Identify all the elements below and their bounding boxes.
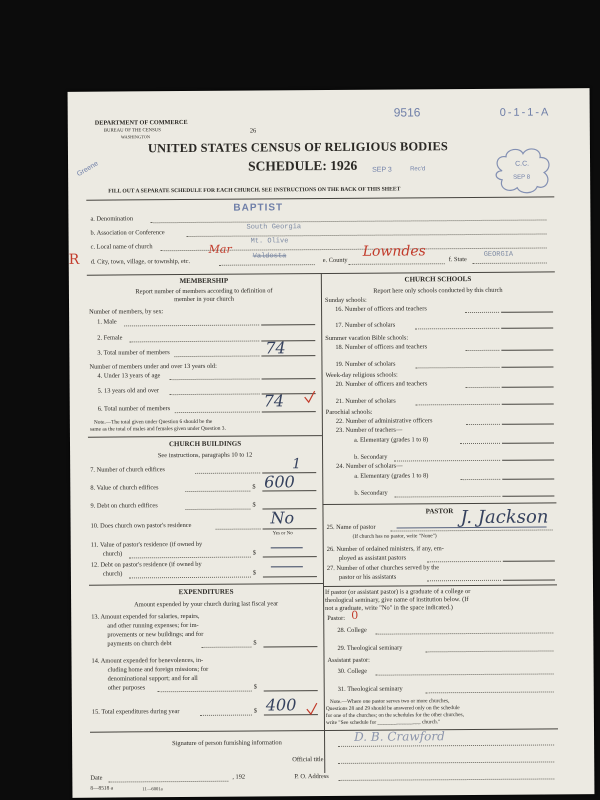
pastor-note-2: Questions 28 and 29 should be answered only on the schedule: [325, 705, 460, 713]
expenditures-rule: [89, 583, 323, 586]
check-mark-icon: [306, 702, 318, 716]
print-code: 11—6001a: [142, 786, 163, 792]
grad-note-1: If pastor (or assistant pastor) is a graduate of a college or: [325, 588, 471, 597]
q26-label-2: ployed as assistant pastors: [338, 554, 407, 562]
membership-note-1: Note.—The total given under Question 6 should be the: [93, 418, 213, 426]
grad-rule: [323, 584, 557, 587]
q10-label: 10. Does church own pastor's residence: [90, 521, 192, 530]
denomination-line: [150, 219, 546, 223]
county-value: Lowndes: [362, 243, 426, 260]
q21-dots: [416, 404, 500, 406]
official-title-line: [338, 761, 554, 764]
q8-dots: [185, 491, 250, 492]
q24a-dots: [460, 479, 500, 480]
dept-label: DEPARTMENT OF COMMERCE: [94, 118, 188, 127]
q24b-dots: [394, 496, 500, 498]
schedule-title: SCHEDULE: 1926: [248, 157, 358, 174]
q26-dots: [427, 561, 501, 563]
q13-label-1: 13. Amount expended for salaries, repairs,: [91, 612, 200, 621]
q18-label: 18. Number of officers and teachers: [335, 343, 428, 351]
q4-answer-line: [262, 378, 316, 379]
q11-dots: [129, 557, 251, 559]
q15-dollar: $: [253, 707, 258, 715]
q30-label: 30. College: [337, 667, 368, 675]
sunday-label: Sunday schools:: [324, 296, 367, 305]
q14-label-1: 14. Amount expended for benevolences, in-: [91, 656, 204, 665]
q23a-label: a. Elementary (grades 1 to 8): [353, 436, 429, 444]
q25-value: J. Jackson: [460, 506, 549, 529]
schools-sub: Report here only schools conducted by this church: [373, 286, 503, 295]
q3-label: 3. Total number of members: [97, 349, 170, 357]
buildings-sub: See instructions, paragraphs 10 to 12: [157, 451, 253, 460]
q23b-label: b. Secondary: [354, 453, 388, 461]
q13-answer-line: [263, 646, 317, 647]
buildings-heading: CHURCH BUILDINGS: [168, 439, 242, 449]
q31-label: 31. Theological seminary: [337, 685, 403, 693]
q10-answer-line: [263, 528, 317, 529]
column-divider: [321, 273, 325, 773]
q26-answer-line: [503, 560, 555, 561]
date-label: Date: [90, 774, 103, 782]
q17-answer-line: [501, 327, 553, 328]
q6-dots: [175, 411, 260, 413]
state-line: [473, 262, 547, 264]
q31-dots: [426, 691, 554, 693]
q23b-answer-line: [502, 459, 554, 460]
denomination-label: a. Denomination: [90, 215, 134, 223]
q2-label: 2. Female: [97, 334, 123, 342]
po-address-label: P. O. Address: [294, 773, 329, 781]
q11-dollar: $: [252, 549, 256, 557]
yes-no-hint: Yes or No: [272, 531, 293, 537]
q22-dots: [466, 424, 500, 425]
parochial-label: Parochial schools:: [325, 408, 373, 417]
q26-label-1: 26. Number of ordained ministers, if any, em-: [326, 545, 444, 554]
q25-label: 25. Name of pastor: [326, 523, 376, 532]
q12-dash-mark: [271, 566, 303, 567]
q1-dots: [124, 324, 259, 326]
q8-value: 600: [264, 472, 295, 492]
membership-intro-2: member in your church: [174, 295, 234, 304]
q27-label-1: 27. Number of other churches served by the: [326, 564, 440, 573]
city-line: [219, 264, 315, 266]
q6-answer-line: [262, 411, 316, 412]
age-intro: Number of members under and over 13 years old:: [89, 362, 217, 371]
q7-dots: [195, 472, 260, 473]
q3-value: 74: [265, 338, 286, 358]
q13-label-2: and other running expenses; for im-: [107, 621, 199, 630]
q4-dots: [170, 378, 260, 380]
q29-label: 29. Theological seminary: [337, 644, 403, 652]
grad-note-2: theological seminary, give name of institution below. (If: [325, 596, 469, 605]
q11-label-1: 11. Value of pastor's residence (if owned by: [90, 540, 203, 549]
q16-dots: [465, 312, 499, 313]
instructions-line: FILL OUT A SEPARATE SCHEDULE FOR EACH CHURCH. SEE INSTRUCTIONS ON THE BACK OF THIS SHEET: [108, 186, 401, 195]
q19-answer-line: [501, 366, 553, 367]
q18-dots: [465, 350, 499, 351]
q13-dollar: $: [253, 639, 257, 647]
q17-label: 17. Number of scholars: [335, 321, 396, 329]
r-mark: R: [68, 251, 80, 268]
cc-date-stamp: SEP 8: [513, 174, 531, 181]
q23a-dots: [460, 443, 500, 444]
schools-heading: CHURCH SCHOOLS: [404, 275, 472, 284]
q19-dots: [415, 367, 499, 369]
q9-dollar: $: [252, 501, 256, 509]
q24-label: 24. Number of scholars—: [336, 462, 403, 470]
q9-dots: [185, 509, 250, 510]
county-line: [349, 263, 445, 265]
q10-value: No: [270, 508, 295, 528]
membership-intro-1: Report number of members according to definition of: [135, 287, 273, 296]
q27-label-2: pastor or his assistants: [338, 573, 397, 581]
q20-dots: [466, 387, 500, 388]
q22-answer-line: [502, 423, 554, 424]
q27-dots: [427, 580, 501, 582]
form-code: 8—8518 a: [90, 785, 114, 792]
q12-dollar: $: [252, 569, 257, 577]
q14-dollar: $: [253, 683, 257, 691]
q12-answer-line: [263, 576, 317, 577]
q11-answer-line: [263, 556, 317, 557]
year-label: , 192: [232, 773, 246, 781]
q2-dots: [129, 340, 259, 342]
q14-label-4: other purposes: [107, 684, 146, 692]
q28-label: 28. College: [337, 626, 367, 634]
q5-label: 5. 13 years old and over: [97, 387, 160, 395]
pastor-grad-value: 0: [351, 608, 359, 622]
po-address-line: [338, 778, 554, 781]
pastor-note-3: for one of the churches; on the schedules for the other churches,: [325, 712, 464, 720]
q4-label: 4. Under 13 years of age: [97, 372, 161, 380]
q8-dollar: $: [252, 483, 256, 491]
q15-value: 400: [265, 695, 297, 715]
q7-label: 7. Number of church edifices: [90, 466, 165, 474]
q25-sub: (If church has no pastor, write "None"): [352, 533, 437, 540]
q22-label: 22. Number of administrative officers: [335, 417, 433, 425]
q27-answer-line: [503, 579, 555, 580]
pastor-heading: PASTOR: [425, 507, 454, 516]
state-label: f. State: [448, 256, 467, 264]
city-label: WASHINGTON: [120, 134, 151, 140]
check-mark-icon: [304, 390, 316, 404]
pastor-note-4: write "See schedule for ________________ church.": [325, 719, 441, 727]
expenditures-header: [89, 587, 323, 610]
date-line: [108, 781, 228, 783]
q24a-label: a. Elementary (grades 1 to 8): [354, 472, 429, 480]
q1-label: 1. Male: [97, 318, 117, 326]
pastor-grad-label: Pastor:: [327, 614, 346, 623]
grad-note-3: not a graduate, write "No" in the space indicated.): [325, 604, 453, 613]
pastor-rule: [322, 502, 556, 505]
q10-dots: [216, 528, 261, 529]
q6-label: 6. Total number of members: [97, 405, 171, 413]
q13-dots: [201, 647, 251, 648]
q24b-label: b. Secondary: [354, 489, 388, 497]
pastor-note-1: Note.—Where one pastor serves two or more churches,: [329, 698, 450, 706]
association-label: b. Association or Conference: [90, 229, 165, 237]
q11-label-2: church): [102, 550, 123, 558]
recd-stamp: Rec'd: [410, 166, 426, 173]
q6-value: 74: [263, 391, 285, 411]
q20-answer-line: [502, 386, 554, 387]
signature-line: [338, 744, 554, 747]
cc-stamp: C.C.: [515, 160, 530, 168]
membership-section: [87, 276, 321, 305]
q28-dots: [375, 632, 553, 634]
census-form: [68, 88, 595, 798]
city-value: Valdosta: [252, 252, 287, 261]
q13-label-4: payments on church debt: [107, 640, 172, 648]
q8-label: 8. Value of church edifices: [90, 484, 159, 492]
q24a-answer-line: [502, 478, 554, 479]
weekday-label: Week-day religious schools:: [325, 371, 398, 380]
q25-dots: [391, 529, 553, 531]
q14-label-2: cluding home and foreign missions; for: [107, 665, 209, 674]
q12-dots: [129, 577, 251, 579]
q16-answer-line: [501, 311, 553, 312]
q3-dots: [174, 355, 259, 357]
q24b-answer-line: [502, 495, 554, 496]
assistant-label: Assistant pastor:: [327, 656, 370, 665]
local-name-label: c. Local name of church: [90, 243, 153, 251]
q14-label-3: denominational support; and for all: [107, 674, 198, 683]
form-number: 26: [249, 127, 257, 135]
q11-dash-mark: [271, 547, 303, 548]
local-name-value: Mt. Olive: [250, 237, 289, 246]
q7-value: 1: [292, 456, 302, 473]
membership-note-2: same as the total of males and females given under Question 3.: [89, 425, 226, 433]
header-rule: [86, 196, 554, 200]
q21-label: 21. Number of scholars: [335, 397, 396, 405]
q1-answer-line: [261, 324, 315, 325]
official-title-label: Official title: [292, 756, 324, 764]
county-handwritten-mark: Greene: [75, 160, 100, 179]
city-correction: Mar: [208, 242, 232, 256]
q13-label-3: provements or new buildings; and for: [107, 630, 204, 639]
code-stamp: 0-1-1-A: [499, 106, 551, 119]
signature-value: D. B. Crawford: [354, 729, 445, 744]
q15-label: 15. Total expenditures during year: [91, 708, 180, 716]
q12-label-1: 12. Debt on pastor's residence (if owned by: [90, 560, 202, 569]
summer-label: Summer vacation Bible schools:: [325, 334, 409, 343]
cc-seal-icon: [492, 146, 554, 194]
q14-answer-line: [264, 690, 318, 691]
buildings-header: [88, 439, 322, 461]
q12-label-2: church): [102, 570, 123, 578]
q5-dots: [170, 393, 260, 395]
signature-label: Signature of person furnishing information: [172, 739, 282, 748]
by-sex-label: Number of members, by sex:: [89, 308, 164, 316]
q23-label: 23. Number of teachers—: [335, 426, 403, 434]
expenditures-heading: EXPENDITURES: [178, 587, 234, 597]
form-title: UNITED STATES CENSUS OF RELIGIOUS BODIES: [147, 139, 449, 156]
q29-dots: [425, 650, 553, 652]
q25-strike-mark: [397, 526, 547, 528]
serial-stamp: 9516: [393, 105, 421, 120]
q14-dots: [158, 691, 252, 693]
q9-label: 9. Debt on church edifices: [90, 502, 158, 510]
q21-answer-line: [502, 403, 554, 404]
bureau-label: BUREAU OF THE CENSUS: [103, 128, 161, 134]
date-stamp: SEP 3: [372, 166, 392, 174]
q19-label: 19. Number of scholars: [335, 360, 396, 368]
q23b-dots: [394, 460, 500, 462]
q18-answer-line: [501, 349, 553, 350]
schools-header: [321, 274, 555, 296]
association-line: [187, 233, 547, 237]
q15-dots: [200, 715, 252, 716]
state-value: GEORGIA: [483, 250, 514, 259]
membership-heading: MEMBERSHIP: [179, 276, 229, 286]
denomination-value: BAPTIST: [233, 202, 284, 214]
q30-dots: [376, 673, 554, 675]
q17-dots: [415, 328, 499, 330]
association-value: South Georgia: [246, 223, 302, 232]
expenditures-sub: Amount expended by your church during last fiscal year: [134, 600, 279, 609]
buildings-rule: [88, 435, 322, 438]
q16-label: 16. Number of officers and teachers: [335, 305, 427, 313]
q20-label: 20. Number of officers and teachers: [335, 380, 428, 388]
city-label: d. City, town, village, or township, etc.: [90, 257, 191, 266]
county-label: e. County: [322, 256, 348, 265]
q23a-answer-line: [502, 442, 554, 443]
